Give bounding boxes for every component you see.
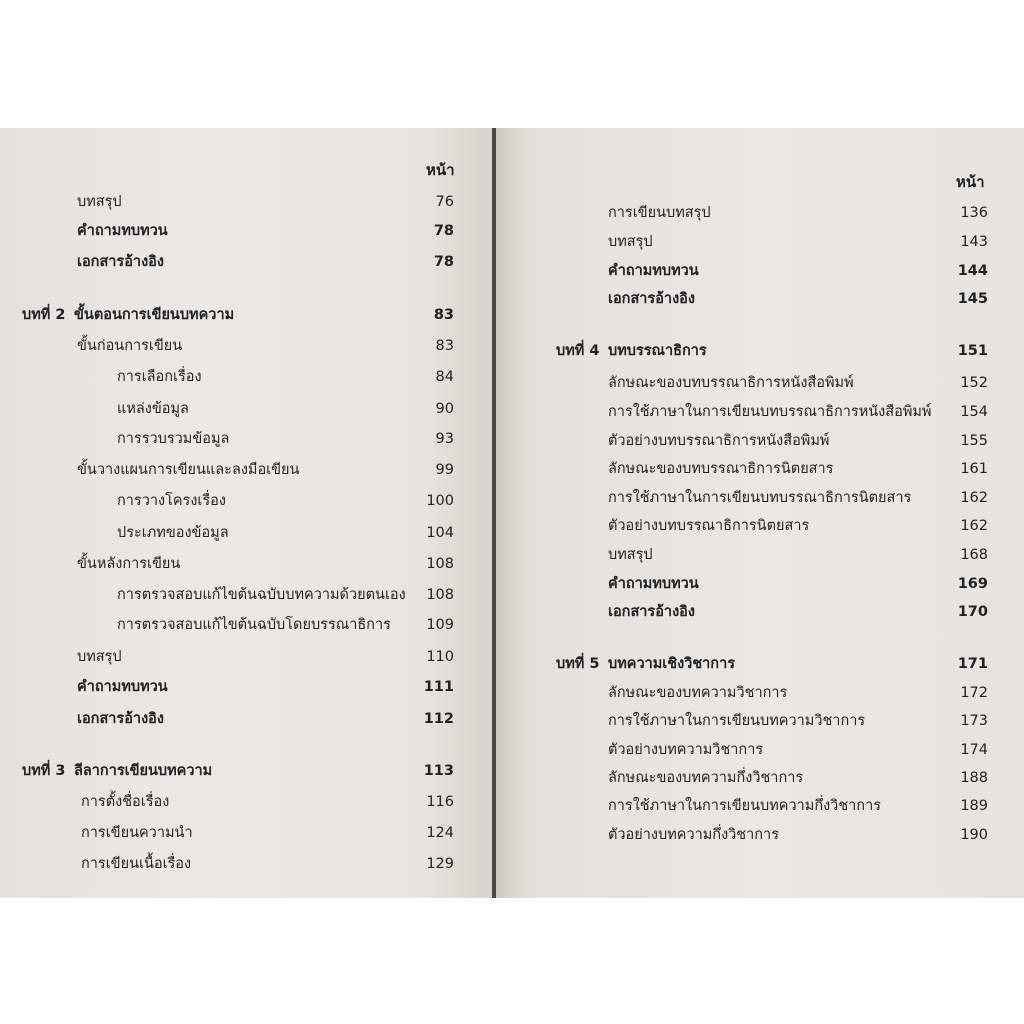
toc-page-number: 190 (960, 827, 988, 843)
toc-entry-title: การใช้ภาษาในการเขียนบทบรรณาธิการนิตยสาร (608, 490, 912, 506)
toc-entry-row (117, 488, 454, 514)
toc-entry-row (608, 680, 988, 706)
toc-chapter-title: บทบรรณาธิการ (608, 343, 707, 359)
toc-entry-title: คำถามทบทวน (77, 223, 168, 239)
toc-page-number: 111 (423, 679, 454, 695)
toc-chapter-row (556, 338, 988, 364)
toc-page-number: 144 (957, 263, 988, 279)
toc-entry-row (77, 249, 454, 275)
toc-page-number: 143 (960, 234, 988, 250)
toc-entry-row (608, 571, 988, 597)
toc-page-number: 99 (435, 462, 454, 478)
toc-page-number: 90 (435, 401, 454, 417)
left-page (0, 128, 494, 898)
right-page (496, 128, 1024, 898)
toc-entry-title: ตัวอย่างบทบรรณาธิการนิตยสาร (608, 518, 810, 534)
toc-chapter-title: บทความเชิงวิชาการ (608, 656, 736, 672)
toc-entry-row (77, 189, 454, 215)
toc-entry-title: บทสรุป (77, 649, 122, 665)
toc-entry-title: การตรวจสอบแก้ไขต้นฉบับบทความด้วยตนเอง (117, 587, 406, 603)
toc-page-number: 100 (426, 493, 454, 509)
toc-entry-title: การเขียนความนำ (81, 825, 193, 841)
toc-entry-row (608, 542, 988, 568)
toc-entry-title: การใช้ภาษาในการเขียนบทบรรณาธิการหนังสือพิมพ์ (608, 404, 932, 420)
toc-entry-row (81, 789, 454, 815)
toc-page-number: 171 (957, 656, 988, 672)
toc-entry-title: บทสรุป (608, 547, 653, 563)
toc-entry-row (608, 737, 988, 763)
toc-entry-title: การเขียนเนื้อเรื่อง (81, 856, 192, 872)
toc-entry-row (608, 370, 988, 396)
toc-entry-row (77, 457, 454, 483)
toc-page-number: 124 (426, 825, 454, 841)
toc-entry-title: การใช้ภาษาในการเขียนบทความวิชาการ (608, 713, 866, 729)
toc-entry-title: การตรวจสอบแก้ไขต้นฉบับโดยบรรณาธิการ (117, 617, 391, 633)
toc-entry-row (608, 485, 988, 511)
toc-page-number: 152 (960, 375, 988, 391)
toc-page-number: 78 (433, 254, 454, 270)
toc-entry-title: การใช้ภาษาในการเขียนบทความกึ่งวิชาการ (608, 798, 882, 814)
toc-page-number: 189 (960, 798, 988, 814)
toc-entry-row (608, 765, 988, 791)
toc-entry-title: ตัวอย่างบทความกึ่งวิชาการ (608, 827, 779, 843)
toc-page-number: 188 (960, 770, 988, 786)
toc-entry-title: ขั้นวางแผนการเขียนและลงมือเขียน (77, 462, 300, 478)
toc-entry-row (608, 456, 988, 482)
toc-chapter-number: บทที่ 5 (556, 656, 600, 672)
toc-entry-row (77, 333, 454, 359)
toc-page-number: 136 (960, 205, 988, 221)
toc-entry-row (608, 286, 988, 312)
toc-page-number: 113 (423, 763, 454, 779)
toc-page-number: 168 (960, 547, 988, 563)
toc-entry-title: บทสรุป (77, 194, 122, 210)
toc-entry-title: การตั้งชื่อเรื่อง (81, 794, 170, 810)
toc-entry-row (608, 258, 988, 284)
page-column-header: หน้า (426, 161, 455, 179)
toc-entry-title: เอกสารอ้างอิง (608, 291, 695, 307)
toc-page-number: 154 (960, 404, 988, 420)
toc-entry-title: ลักษณะของบทบรรณาธิการหนังสือพิมพ์ (608, 375, 854, 391)
toc-entry-row (81, 851, 454, 877)
toc-page-number: 161 (960, 461, 988, 477)
toc-entry-row (77, 551, 454, 577)
toc-page-number: 104 (426, 525, 454, 541)
toc-entry-row (608, 513, 988, 539)
toc-chapter-number: บทที่ 3 (22, 763, 66, 779)
toc-entry-row (608, 708, 988, 734)
toc-entry-title: คำถามทบทวน (608, 576, 699, 592)
toc-page-number: 109 (426, 617, 454, 633)
toc-entry-title: แหล่งข้อมูล (117, 401, 189, 417)
toc-page-number: 170 (957, 604, 988, 620)
toc-page-number: 173 (960, 713, 988, 729)
toc-page-number: 78 (433, 223, 454, 239)
toc-entry-title: คำถามทบทวน (77, 679, 168, 695)
toc-chapter-row (22, 758, 454, 784)
toc-entry-row (81, 820, 454, 846)
page-column-header: หน้า (956, 173, 985, 191)
toc-entry-title: ตัวอย่างบทความวิชาการ (608, 742, 764, 758)
toc-entry-row (117, 582, 454, 608)
toc-page-number: 169 (957, 576, 988, 592)
book-spread (0, 128, 1024, 898)
toc-chapter-row (22, 302, 454, 328)
toc-entry-row (608, 200, 988, 226)
toc-entry-row (608, 599, 988, 625)
toc-page-number: 84 (435, 369, 454, 385)
toc-entry-title: ลักษณะของบทบรรณาธิการนิตยสาร (608, 461, 834, 477)
toc-chapter-number: บทที่ 4 (556, 343, 600, 359)
toc-entry-title: ลักษณะของบทความวิชาการ (608, 685, 788, 701)
toc-entry-title: คำถามทบทวน (608, 263, 699, 279)
toc-entry-row (117, 612, 454, 638)
toc-entry-row (77, 218, 454, 244)
toc-page-number: 108 (426, 587, 454, 603)
toc-entry-title: บทสรุป (608, 234, 653, 250)
toc-entry-row (117, 364, 454, 390)
toc-entry-title: ตัวอย่างบทบรรณาธิการหนังสือพิมพ์ (608, 433, 830, 449)
toc-entry-row (117, 396, 454, 422)
toc-page-number: 145 (957, 291, 988, 307)
toc-entry-title: การเลือกเรื่อง (117, 369, 202, 385)
toc-page-number: 172 (960, 685, 988, 701)
toc-chapter-number: บทที่ 2 (22, 307, 66, 323)
toc-entry-row (77, 706, 454, 732)
toc-entry-row (608, 428, 988, 454)
toc-entry-title: การเขียนบทสรุป (608, 205, 711, 221)
toc-page-number: 162 (960, 490, 988, 506)
toc-chapter-title: ลีลาการเขียนบทความ (74, 763, 213, 779)
toc-entry-title: การวางโครงเรื่อง (117, 493, 226, 509)
toc-page-number: 108 (426, 556, 454, 572)
toc-entry-title: ขั้นหลังการเขียน (77, 556, 181, 572)
toc-entry-row (608, 399, 988, 425)
toc-entry-row (117, 426, 454, 452)
toc-chapter-row (556, 651, 988, 677)
toc-entry-title: เอกสารอ้างอิง (77, 254, 164, 270)
toc-page-number: 76 (435, 194, 454, 210)
toc-entry-row (77, 674, 454, 700)
toc-page-number: 151 (957, 343, 988, 359)
toc-page-number: 93 (435, 431, 454, 447)
toc-entry-title: ขั้นก่อนการเขียน (77, 338, 183, 354)
toc-chapter-title: ขั้นตอนการเขียนบทความ (74, 307, 235, 323)
toc-page-number: 174 (960, 742, 988, 758)
toc-entry-title: เอกสารอ้างอิง (608, 604, 695, 620)
toc-entry-title: เอกสารอ้างอิง (77, 711, 164, 727)
toc-entry-title: การรวบรวมข้อมูล (117, 431, 230, 447)
toc-page-number: 83 (433, 307, 454, 323)
toc-page-number: 129 (426, 856, 454, 872)
toc-page-number: 116 (426, 794, 454, 810)
toc-page-number: 162 (960, 518, 988, 534)
toc-entry-row (608, 793, 988, 819)
toc-page-number: 110 (426, 649, 454, 665)
toc-entry-row (608, 822, 988, 848)
toc-page-number: 155 (960, 433, 988, 449)
toc-entry-title: ประเภทของข้อมูล (117, 525, 229, 541)
toc-entry-title: ลักษณะของบทความกึ่งวิชาการ (608, 770, 804, 786)
toc-page-number: 83 (435, 338, 454, 354)
toc-entry-row (77, 644, 454, 670)
toc-entry-row (608, 229, 988, 255)
toc-page-number: 112 (423, 711, 454, 727)
toc-entry-row (117, 520, 454, 546)
